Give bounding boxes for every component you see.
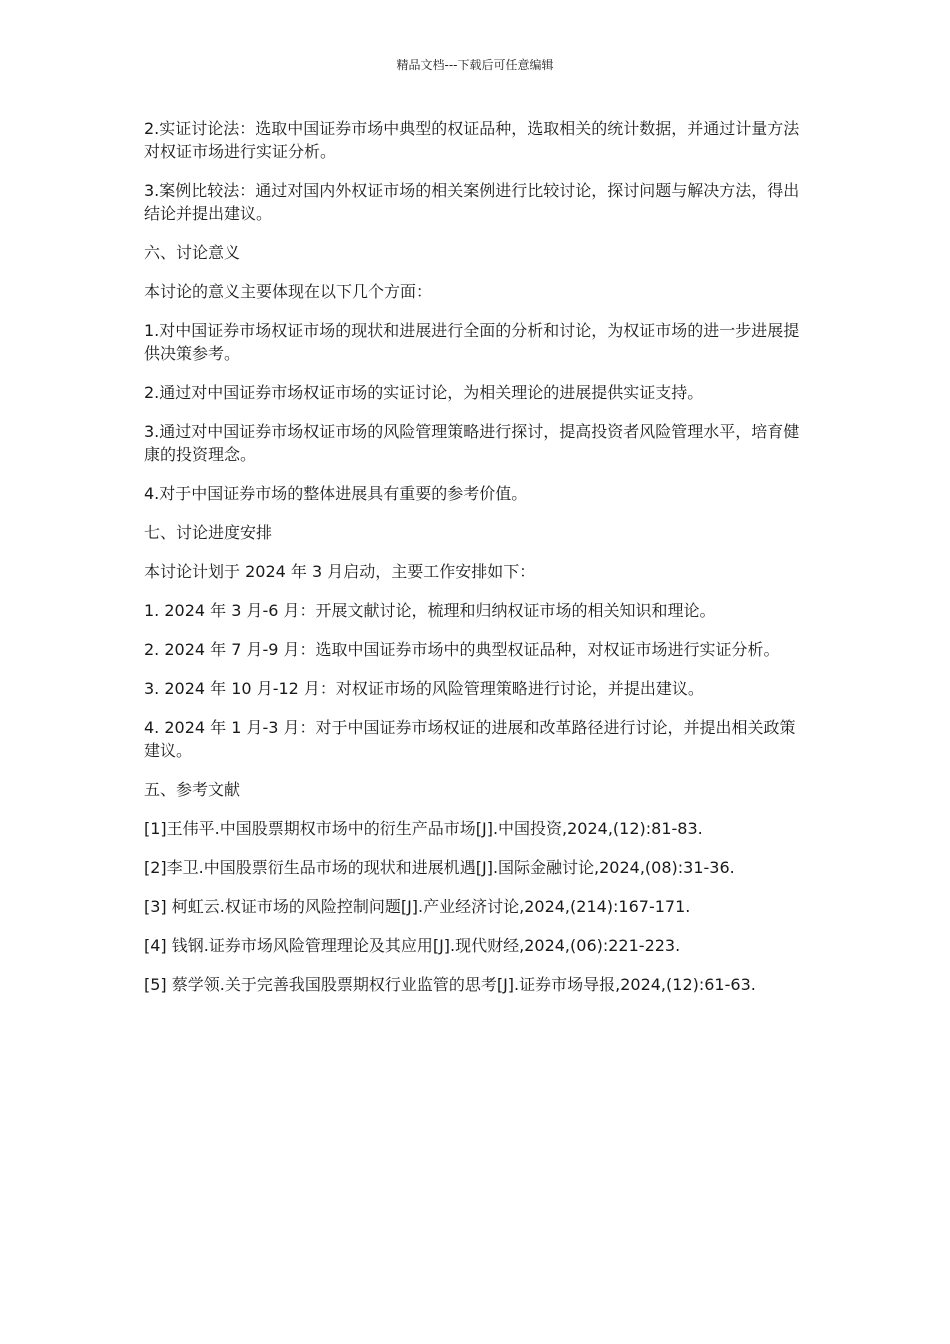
method-case-comparison-paragraph: 3.案例比较法：通过对国内外权证市场的相关案例进行比较讨论，探讨问题与解决方法，得出结论并提出建议。 xyxy=(144,181,800,223)
page-header: 精品文档---下载后可任意编辑 xyxy=(396,58,554,72)
section-heading-significance: 六、讨论意义 xyxy=(144,243,241,262)
schedule-intro-paragraph: 本讨论计划于 2024 年 3 月启动，主要工作安排如下： xyxy=(144,562,536,581)
section-heading-schedule: 七、讨论进度安排 xyxy=(144,523,273,542)
document-body xyxy=(144,117,804,1012)
reference-item-3: [3] 柯虹云.权证市场的风险控制问题[J].产业经济讨论,2024,(214):167-171. xyxy=(144,897,691,916)
reference-item-4: [4] 钱钢.证券市场风险管理理论及其应用[J].现代财经,2024,(06):221-223. xyxy=(144,936,681,955)
significance-item-3: 3.通过对中国证券市场权证市场的风险管理策略进行探讨，提高投资者风险管理水平，培育健康的投资理念。 xyxy=(144,422,800,464)
significance-item-2: 2.通过对中国证券市场权证市场的实证讨论，为相关理论的进展提供实证支持。 xyxy=(144,383,704,402)
schedule-item-4: 4. 2024 年 1 月-3 月：对于中国证券市场权证的进展和改革路径进行讨论，并提出相关政策建议。 xyxy=(144,718,796,760)
significance-item-1: 1.对中国证券市场权证市场的现状和进展进行全面的分析和讨论，为权证市场的进一步进展提供决策参考。 xyxy=(144,321,800,363)
schedule-item-1: 1. 2024 年 3 月-6 月：开展文献讨论，梳理和归纳权证市场的相关知识和理论。 xyxy=(144,601,716,620)
schedule-item-2: 2. 2024 年 7 月-9 月：选取中国证券市场中的典型权证品种，对权证市场进行实证分析。 xyxy=(144,640,780,659)
schedule-item-3: 3. 2024 年 10 月-12 月：对权证市场的风险管理策略进行讨论，并提出建议。 xyxy=(144,679,704,698)
significance-intro-paragraph: 本讨论的意义主要体现在以下几个方面： xyxy=(144,282,433,301)
method-empirical-paragraph: 2.实证讨论法：选取中国证券市场中典型的权证品种，选取相关的统计数据，并通过计量方法对权证市场进行实证分析。 xyxy=(144,119,800,161)
reference-item-5: [5] 蔡学领.关于完善我国股票期权行业监管的思考[J].证券市场导报,2024,(12):61-63. xyxy=(144,975,756,994)
section-heading-references: 五、参考文献 xyxy=(144,780,241,799)
significance-item-4: 4.对于中国证券市场的整体进展具有重要的参考价值。 xyxy=(144,484,528,503)
reference-item-1: [1]王伟平.中国股票期权市场中的衍生产品市场[J].中国投资,2024,(12):81-83. xyxy=(144,819,703,838)
reference-item-2: [2]李卫.中国股票衍生品市场的现状和进展机遇[J].国际金融讨论,2024,(08):31-36. xyxy=(144,858,735,877)
